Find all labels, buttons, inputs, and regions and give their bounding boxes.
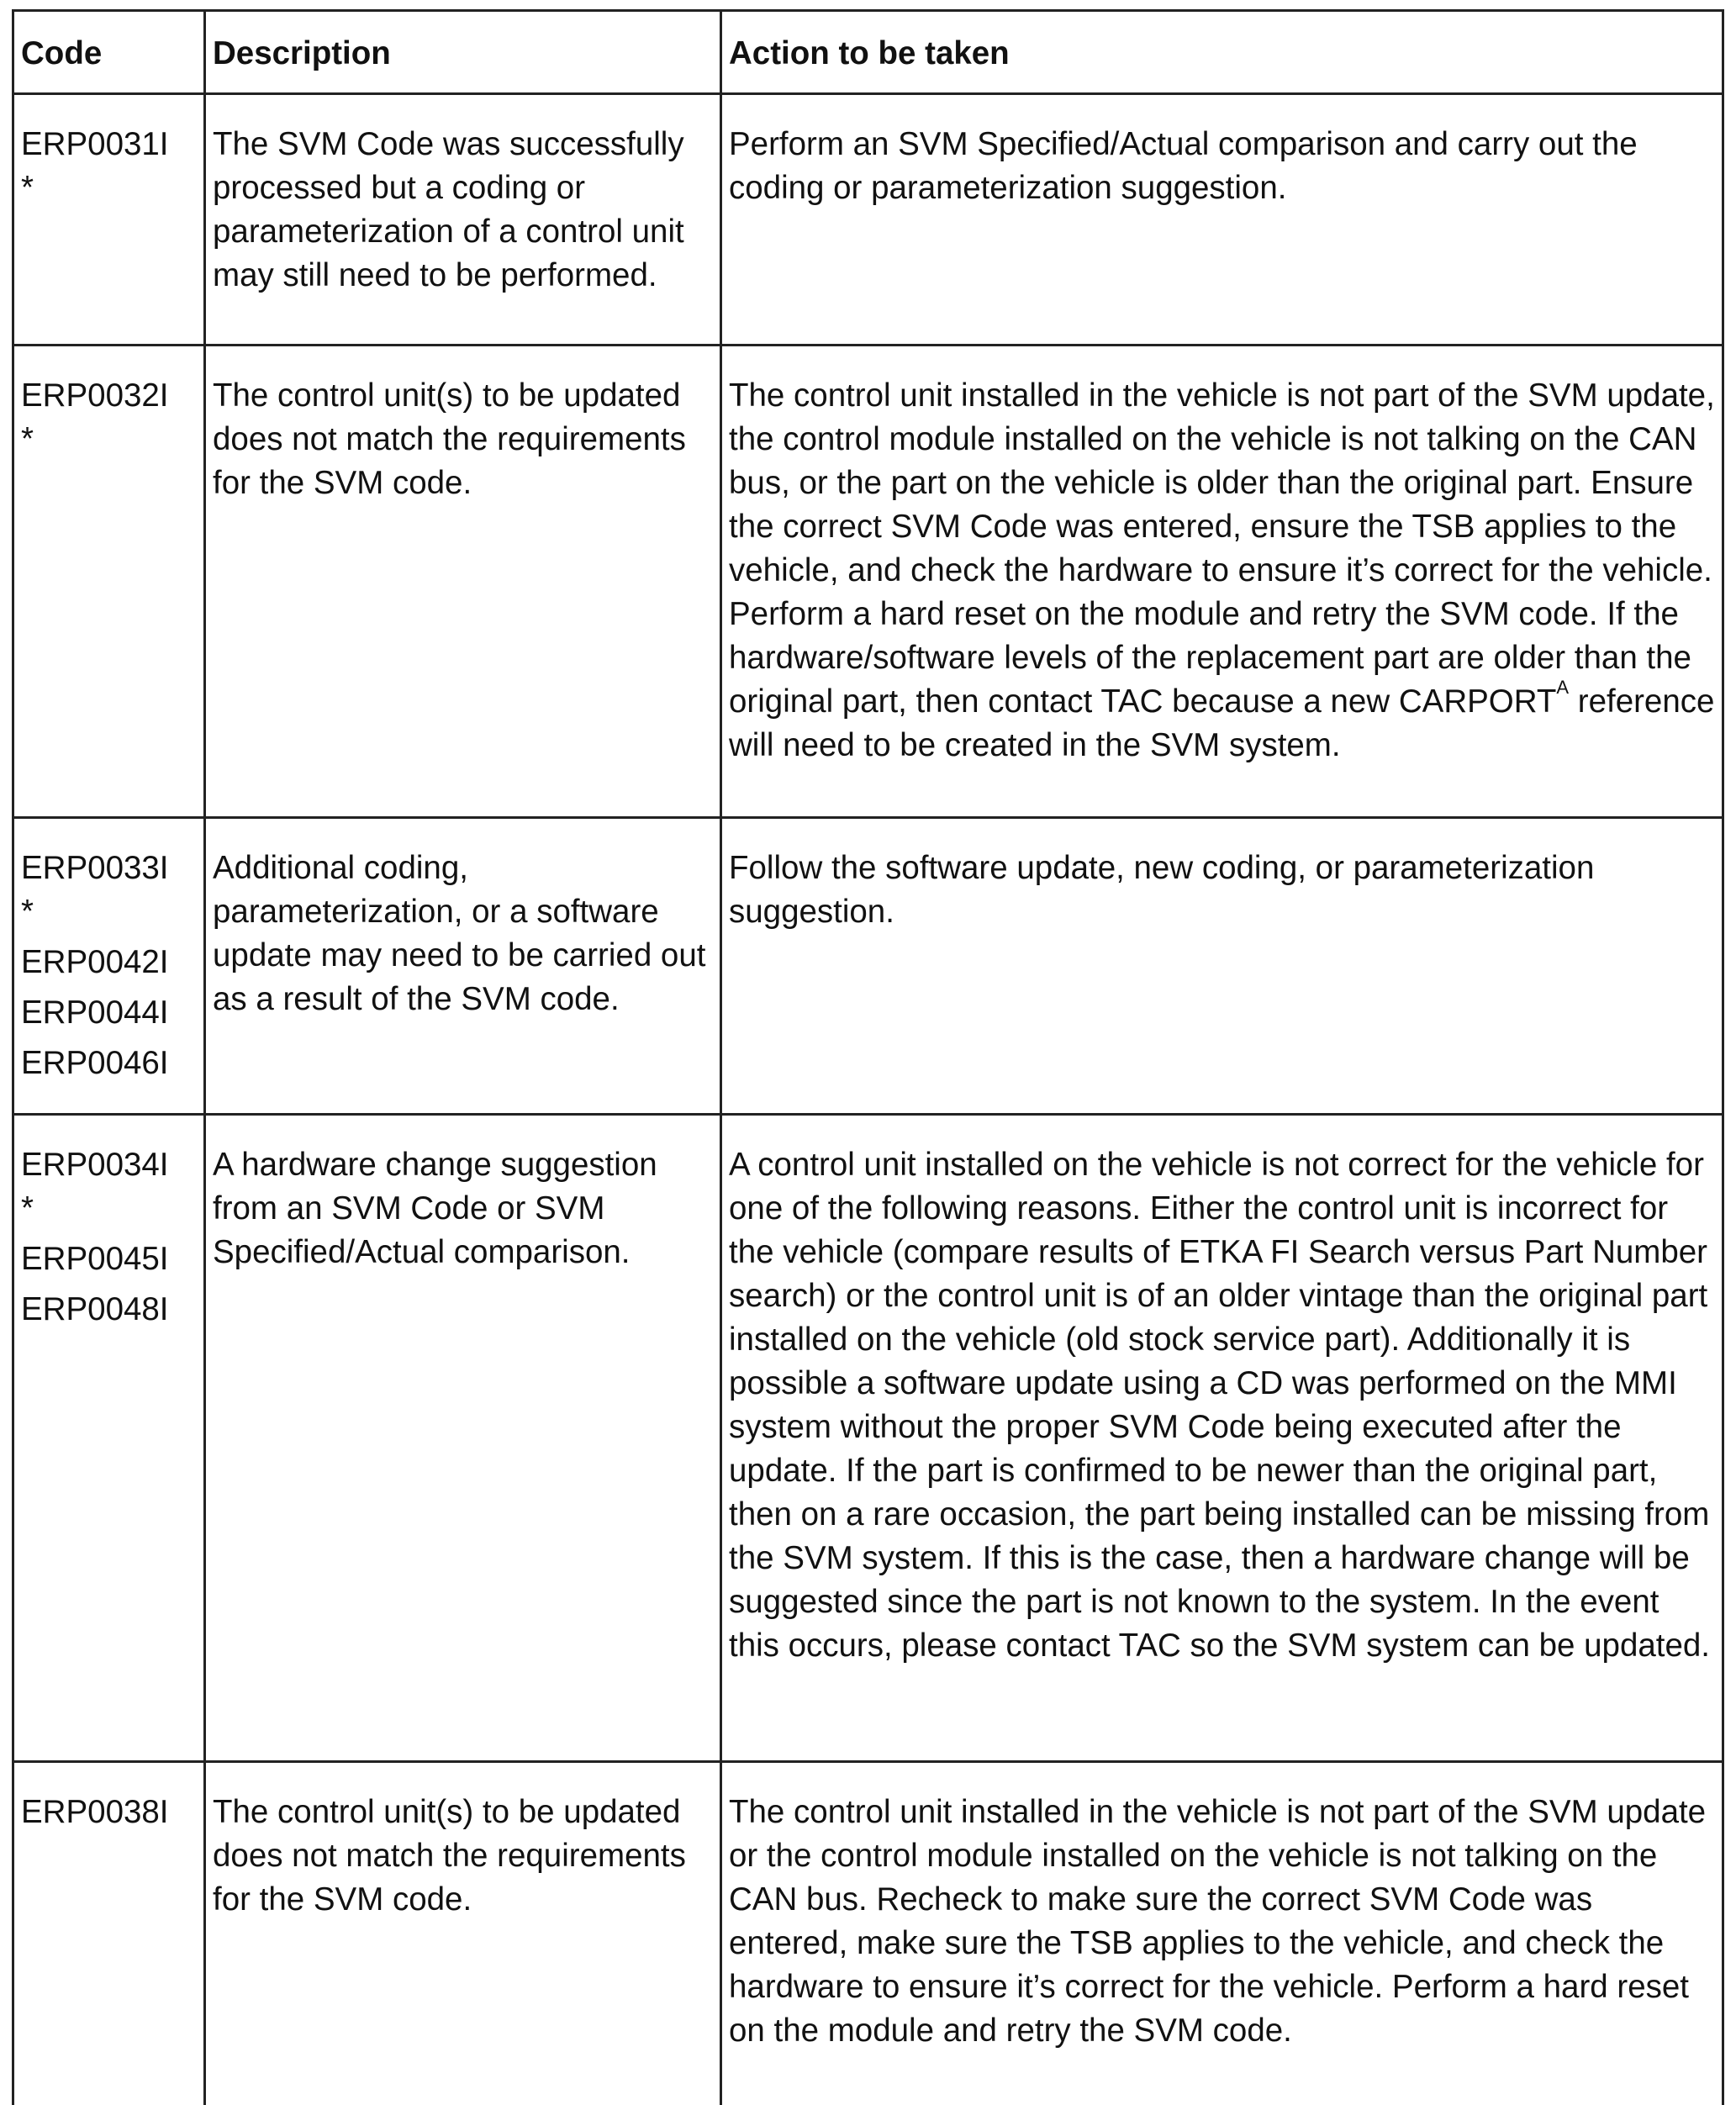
header-description: Description bbox=[205, 11, 721, 94]
error-code: ERP0048I bbox=[21, 1291, 169, 1327]
error-code: ERP0033I bbox=[21, 850, 169, 886]
action-text: A control unit installed on the vehicle is not correct for the vehicle for one of the following reasons. Either the control unit is incorrect for the vehicle (compare results of ETKA FI Search versus Part Number search) or the control unit is of an older vintage than the original part installed on the vehicle (old stock service part). Additionally it is possible a software update using a CD was performed on the MMI system without the proper SVM Code being executed after the update. If the part is confirmed to be newer than the original part, then on a rare occasion, the part being installed can be missing from the SVM system. If this is the case, then a hardware change will be suggested since the part is not known to the system. In the event this occurs, please contact TAC so the SVM system can be updated. bbox=[729, 1147, 1710, 1664]
code-cell bbox=[13, 94, 205, 346]
table-row bbox=[13, 1762, 1723, 2105]
action-text-part: reference will need to be created in the SVM system. bbox=[729, 683, 1715, 763]
description-text: A hardware change suggestion from an SVM Code or SVM Specified/Actual comparison. bbox=[213, 1147, 657, 1270]
error-code-table bbox=[12, 9, 1724, 2105]
description-text: The SVM Code was successfully processed but a coding or parameterization of a control unit may still need to be performed. bbox=[213, 126, 684, 293]
description-cell bbox=[205, 818, 721, 1115]
header-action: Action to be taken bbox=[721, 11, 1723, 94]
action-text-part: The control unit installed in the vehicle is not part of the SVM update, the control module installed on the vehicle is not talking on the CAN bus, or the part on the vehicle is older than the original part. Ensure the correct SVM Code was entered, ensure the TSB applies to the vehicle, and check the hardware to ensure it’s correct for the vehicle. Perform a hard reset on the module and retry the SVM code. If the hardware/software levels of the replacement part are older than the original part, then contact TAC because a new CARPORT bbox=[729, 377, 1715, 720]
error-code: ERP0034I bbox=[21, 1147, 169, 1183]
table-header-row bbox=[13, 11, 1723, 94]
description-text: The control unit(s) to be updated does not match the requirements for the SVM code. bbox=[213, 1794, 686, 1918]
asterisk-note: * bbox=[21, 894, 34, 930]
description-cell bbox=[205, 1115, 721, 1762]
action-cell bbox=[721, 346, 1723, 818]
code-cell bbox=[13, 818, 205, 1115]
error-code: ERP0031I bbox=[21, 126, 169, 162]
asterisk-note: * bbox=[21, 1190, 34, 1227]
asterisk-note: * bbox=[21, 421, 34, 457]
action-cell bbox=[721, 1115, 1723, 1762]
error-code: ERP0042I bbox=[21, 944, 169, 980]
description-cell bbox=[205, 1762, 721, 2105]
action-text: Perform an SVM Specified/Actual comparison and carry out the coding or parameterization suggestion. bbox=[729, 126, 1638, 206]
error-code: ERP0045I bbox=[21, 1241, 169, 1277]
error-code: ERP0046I bbox=[21, 1045, 169, 1081]
action-text: Follow the software update, new coding, or parameterization suggestion. bbox=[729, 850, 1595, 930]
action-cell bbox=[721, 94, 1723, 346]
description-cell bbox=[205, 94, 721, 346]
superscript-mark: A bbox=[1556, 677, 1570, 698]
code-cell bbox=[13, 1762, 205, 2105]
description-text: Additional coding, parameterization, or a software update may need to be carried out as a result of the SVM code. bbox=[213, 850, 706, 1017]
error-code: ERP0044I bbox=[21, 994, 169, 1031]
table-row bbox=[13, 346, 1723, 818]
error-code: ERP0038I bbox=[21, 1794, 169, 1830]
action-cell bbox=[721, 818, 1723, 1115]
header-code: Code bbox=[13, 11, 205, 94]
action-text: The control unit installed in the vehicle is not part of the SVM update or the control module installed on the vehicle is not talking on the CAN bus. Recheck to make sure the correct SVM Code was entered, make sure the TSB applies to the vehicle, and check the hardware to ensure it’s correct for the vehicle. Perform a hard reset on the module and retry the SVM code. bbox=[729, 1794, 1707, 2049]
action-cell bbox=[721, 1762, 1723, 2105]
description-cell bbox=[205, 346, 721, 818]
table-row bbox=[13, 818, 1723, 1115]
table-row bbox=[13, 94, 1723, 346]
code-cell bbox=[13, 1115, 205, 1762]
error-code: ERP0032I bbox=[21, 377, 169, 414]
asterisk-note: * bbox=[21, 170, 34, 206]
action-text bbox=[729, 374, 1715, 768]
description-text: The control unit(s) to be updated does not match the requirements for the SVM code. bbox=[213, 377, 686, 501]
code-cell bbox=[13, 346, 205, 818]
table-row bbox=[13, 1115, 1723, 1762]
